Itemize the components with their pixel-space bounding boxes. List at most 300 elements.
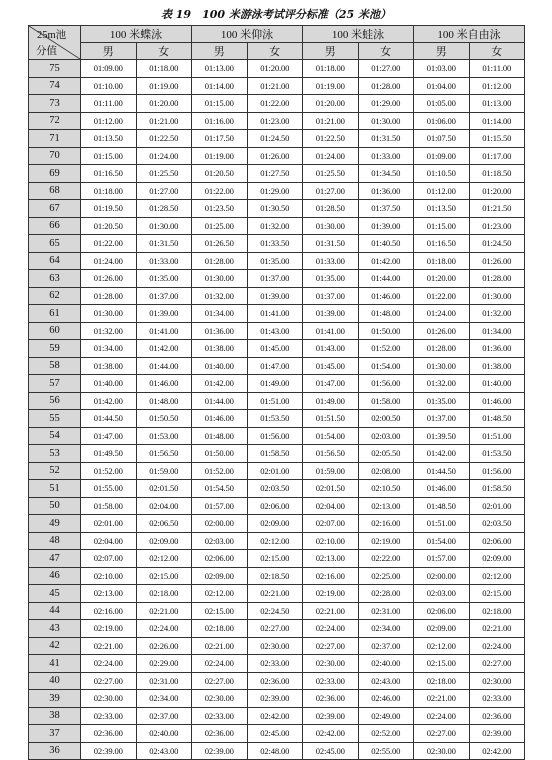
table-row xyxy=(29,287,525,305)
time-cell: 01:48.00 xyxy=(358,305,414,323)
time-cell: 02:21.00 xyxy=(303,602,359,620)
table-row xyxy=(29,375,525,393)
score-cell: 69 xyxy=(29,165,81,183)
time-cell: 01:24.00 xyxy=(81,252,137,270)
time-cell: 02:01.00 xyxy=(81,515,137,533)
score-cell: 72 xyxy=(29,112,81,130)
time-cell: 02:12.00 xyxy=(247,532,303,550)
gender-header-male: 男 xyxy=(192,43,248,60)
time-cell: 01:32.00 xyxy=(81,322,137,340)
score-cell: 40 xyxy=(29,672,81,690)
table-row xyxy=(29,200,525,218)
table-row xyxy=(29,270,525,288)
time-cell: 01:46.00 xyxy=(414,480,470,498)
time-cell: 01:58.50 xyxy=(247,445,303,463)
time-cell: 01:36.00 xyxy=(469,340,525,358)
time-cell: 01:43.00 xyxy=(303,340,359,358)
time-cell: 01:30.00 xyxy=(414,357,470,375)
time-cell: 02:21.00 xyxy=(247,585,303,603)
table-row xyxy=(29,480,525,498)
time-cell: 02:09.00 xyxy=(247,515,303,533)
score-cell: 54 xyxy=(29,427,81,445)
time-cell: 02:27.00 xyxy=(81,672,137,690)
time-cell: 02:03.50 xyxy=(469,515,525,533)
score-cell: 61 xyxy=(29,305,81,323)
time-cell: 01:29.00 xyxy=(247,182,303,200)
score-cell: 57 xyxy=(29,375,81,393)
table-row xyxy=(29,77,525,95)
time-cell: 02:00.50 xyxy=(358,410,414,428)
score-cell: 39 xyxy=(29,690,81,708)
time-cell: 01:51.50 xyxy=(303,410,359,428)
time-cell: 02:36.00 xyxy=(192,725,248,743)
time-cell: 02:43.00 xyxy=(136,742,192,760)
time-cell: 01:53.50 xyxy=(469,445,525,463)
time-cell: 02:33.00 xyxy=(469,690,525,708)
time-cell: 01:30.00 xyxy=(303,217,359,235)
score-cell: 50 xyxy=(29,497,81,515)
time-cell: 02:28.00 xyxy=(358,585,414,603)
time-cell: 02:27.00 xyxy=(469,655,525,673)
time-cell: 02:01.50 xyxy=(136,480,192,498)
table-row xyxy=(29,690,525,708)
time-cell: 01:41.00 xyxy=(303,322,359,340)
time-cell: 01:57.00 xyxy=(192,497,248,515)
time-cell: 01:25.50 xyxy=(136,165,192,183)
time-cell: 02:15.00 xyxy=(192,602,248,620)
time-cell: 02:30.00 xyxy=(247,637,303,655)
time-cell: 01:51.00 xyxy=(247,392,303,410)
corner-header-cell xyxy=(29,26,81,60)
time-cell: 01:46.00 xyxy=(358,287,414,305)
time-cell: 02:22.00 xyxy=(358,550,414,568)
time-cell: 01:33.00 xyxy=(358,147,414,165)
time-cell: 01:56.00 xyxy=(469,462,525,480)
time-cell: 02:05.50 xyxy=(358,445,414,463)
time-cell: 01:47.00 xyxy=(81,427,137,445)
pool-length-label: 25m池 xyxy=(37,30,67,41)
time-cell: 01:28.00 xyxy=(81,287,137,305)
score-cell: 71 xyxy=(29,130,81,148)
time-cell: 01:33.50 xyxy=(247,235,303,253)
time-cell: 02:18.50 xyxy=(247,567,303,585)
score-cell: 74 xyxy=(29,77,81,95)
time-cell: 02:36.00 xyxy=(81,725,137,743)
time-cell: 02:24.00 xyxy=(192,655,248,673)
time-cell: 01:52.00 xyxy=(192,462,248,480)
time-cell: 01:19.00 xyxy=(303,77,359,95)
time-cell: 02:37.00 xyxy=(358,637,414,655)
time-cell: 02:04.00 xyxy=(81,532,137,550)
time-cell: 02:30.00 xyxy=(81,690,137,708)
time-cell: 02:03.00 xyxy=(358,427,414,445)
time-cell: 02:27.00 xyxy=(192,672,248,690)
time-cell: 02:39.00 xyxy=(469,725,525,743)
time-cell: 01:35.00 xyxy=(136,270,192,288)
time-cell: 01:35.00 xyxy=(414,392,470,410)
time-cell: 01:04.00 xyxy=(414,77,470,95)
time-cell: 02:18.00 xyxy=(414,672,470,690)
time-cell: 02:06.00 xyxy=(414,602,470,620)
time-cell: 01:44.00 xyxy=(192,392,248,410)
time-cell: 02:13.00 xyxy=(358,497,414,515)
time-cell: 02:24.00 xyxy=(136,620,192,638)
time-cell: 01:47.00 xyxy=(303,375,359,393)
gender-header-female: 女 xyxy=(469,43,525,60)
score-cell: 44 xyxy=(29,602,81,620)
time-cell: 02:34.00 xyxy=(136,690,192,708)
time-cell: 01:30.50 xyxy=(247,200,303,218)
time-cell: 02:10.00 xyxy=(303,532,359,550)
score-cell: 38 xyxy=(29,707,81,725)
time-cell: 01:59.00 xyxy=(136,462,192,480)
time-cell: 01:10.50 xyxy=(414,165,470,183)
time-cell: 01:05.00 xyxy=(414,95,470,113)
time-cell: 01:50.50 xyxy=(136,410,192,428)
time-cell: 01:39.00 xyxy=(358,217,414,235)
time-cell: 01:44.50 xyxy=(414,462,470,480)
time-cell: 01:11.00 xyxy=(81,95,137,113)
time-cell: 01:53.00 xyxy=(136,427,192,445)
score-cell: 48 xyxy=(29,532,81,550)
time-cell: 01:46.00 xyxy=(136,375,192,393)
time-cell: 02:31.00 xyxy=(358,602,414,620)
time-cell: 01:32.00 xyxy=(192,287,248,305)
time-cell: 01:21.50 xyxy=(469,200,525,218)
time-cell: 02:40.00 xyxy=(358,655,414,673)
time-cell: 01:38.00 xyxy=(192,340,248,358)
time-cell: 01:28.00 xyxy=(414,340,470,358)
time-cell: 02:18.00 xyxy=(192,620,248,638)
time-cell: 01:37.00 xyxy=(136,287,192,305)
time-cell: 02:03.00 xyxy=(192,532,248,550)
time-cell: 02:16.00 xyxy=(81,602,137,620)
time-cell: 01:34.50 xyxy=(358,165,414,183)
time-cell: 01:28.00 xyxy=(469,270,525,288)
score-cell: 55 xyxy=(29,410,81,428)
time-cell: 02:04.00 xyxy=(303,497,359,515)
time-cell: 01:29.00 xyxy=(358,95,414,113)
time-cell: 01:59.00 xyxy=(303,462,359,480)
time-cell: 01:37.00 xyxy=(247,270,303,288)
time-cell: 02:30.00 xyxy=(192,690,248,708)
time-cell: 02:19.00 xyxy=(358,532,414,550)
time-cell: 01:31.50 xyxy=(303,235,359,253)
time-cell: 02:09.00 xyxy=(414,620,470,638)
score-cell: 41 xyxy=(29,655,81,673)
table-row xyxy=(29,725,525,743)
time-cell: 01:40.00 xyxy=(81,375,137,393)
score-cell: 47 xyxy=(29,550,81,568)
time-cell: 02:13.00 xyxy=(303,550,359,568)
time-cell: 01:42.00 xyxy=(358,252,414,270)
time-cell: 01:26.00 xyxy=(469,252,525,270)
time-cell: 01:17.00 xyxy=(469,147,525,165)
time-cell: 02:33.00 xyxy=(303,672,359,690)
time-cell: 02:25.00 xyxy=(358,567,414,585)
time-cell: 02:13.00 xyxy=(81,585,137,603)
score-cell: 51 xyxy=(29,480,81,498)
time-cell: 01:13.00 xyxy=(192,60,248,78)
time-cell: 02:00.00 xyxy=(414,567,470,585)
time-cell: 01:24.00 xyxy=(136,147,192,165)
time-cell: 01:39.00 xyxy=(247,287,303,305)
time-cell: 02:36.00 xyxy=(469,707,525,725)
time-cell: 02:18.00 xyxy=(469,602,525,620)
time-cell: 01:44.50 xyxy=(81,410,137,428)
table-title: 表 19 100 米游泳考试评分标准（25 米池） xyxy=(160,8,392,21)
table-row xyxy=(29,340,525,358)
time-cell: 01:24.00 xyxy=(414,305,470,323)
time-cell: 01:53.50 xyxy=(247,410,303,428)
time-cell: 02:15.00 xyxy=(414,655,470,673)
time-cell: 01:24.50 xyxy=(247,130,303,148)
time-cell: 01:36.00 xyxy=(358,182,414,200)
time-cell: 02:34.00 xyxy=(358,620,414,638)
time-cell: 02:03.00 xyxy=(414,585,470,603)
time-cell: 01:03.00 xyxy=(414,60,470,78)
time-cell: 01:47.00 xyxy=(247,357,303,375)
time-cell: 02:21.00 xyxy=(192,637,248,655)
time-cell: 01:35.00 xyxy=(303,270,359,288)
time-cell: 01:16.00 xyxy=(192,112,248,130)
time-cell: 01:48.50 xyxy=(414,497,470,515)
score-cell: 59 xyxy=(29,340,81,358)
time-cell: 01:13.50 xyxy=(81,130,137,148)
time-cell: 02:12.00 xyxy=(414,637,470,655)
time-cell: 02:21.00 xyxy=(414,690,470,708)
event-header-breaststroke: 100 米蛙泳 xyxy=(303,26,414,43)
time-cell: 02:42.00 xyxy=(469,742,525,760)
time-cell: 02:27.00 xyxy=(247,620,303,638)
event-header-butterfly: 100 米蝶泳 xyxy=(81,26,192,43)
time-cell: 02:12.00 xyxy=(192,585,248,603)
time-cell: 01:22.00 xyxy=(81,235,137,253)
time-cell: 02:45.00 xyxy=(247,725,303,743)
time-cell: 02:15.00 xyxy=(136,567,192,585)
time-cell: 01:32.00 xyxy=(469,305,525,323)
time-cell: 02:27.00 xyxy=(303,637,359,655)
time-cell: 01:56.00 xyxy=(358,375,414,393)
time-cell: 02:07.00 xyxy=(303,515,359,533)
score-cell: 56 xyxy=(29,392,81,410)
time-cell: 02:42.00 xyxy=(303,725,359,743)
time-cell: 02:26.00 xyxy=(136,637,192,655)
time-cell: 01:24.50 xyxy=(469,235,525,253)
gender-header-male: 男 xyxy=(414,43,470,60)
table-row xyxy=(29,532,525,550)
time-cell: 01:37.50 xyxy=(358,200,414,218)
gender-header-female: 女 xyxy=(136,43,192,60)
time-cell: 02:27.00 xyxy=(414,725,470,743)
time-cell: 02:30.00 xyxy=(414,742,470,760)
table-row xyxy=(29,182,525,200)
gender-header-male: 男 xyxy=(303,43,359,60)
time-cell: 02:09.00 xyxy=(136,532,192,550)
time-cell: 01:06.00 xyxy=(414,112,470,130)
time-cell: 01:25.50 xyxy=(303,165,359,183)
table-row xyxy=(29,620,525,638)
time-cell: 01:39.00 xyxy=(303,305,359,323)
table-row xyxy=(29,165,525,183)
score-cell: 60 xyxy=(29,322,81,340)
time-cell: 02:01.00 xyxy=(469,497,525,515)
score-cell: 62 xyxy=(29,287,81,305)
time-cell: 01:41.00 xyxy=(136,322,192,340)
time-cell: 01:28.50 xyxy=(136,200,192,218)
time-cell: 02:01.00 xyxy=(247,462,303,480)
table-row xyxy=(29,305,525,323)
score-cell: 42 xyxy=(29,637,81,655)
score-cell: 45 xyxy=(29,585,81,603)
time-cell: 01:45.00 xyxy=(247,340,303,358)
score-cell: 66 xyxy=(29,217,81,235)
time-cell: 02:30.00 xyxy=(303,655,359,673)
table-row xyxy=(29,707,525,725)
time-cell: 01:20.50 xyxy=(192,165,248,183)
table-row xyxy=(29,217,525,235)
time-cell: 02:21.00 xyxy=(81,637,137,655)
time-cell: 02:06.00 xyxy=(247,497,303,515)
time-cell: 02:43.00 xyxy=(358,672,414,690)
time-cell: 02:24.00 xyxy=(303,620,359,638)
time-cell: 01:22.00 xyxy=(414,287,470,305)
time-cell: 01:23.00 xyxy=(469,217,525,235)
time-cell: 01:23.00 xyxy=(247,112,303,130)
time-cell: 01:41.00 xyxy=(247,305,303,323)
time-cell: 02:21.00 xyxy=(469,620,525,638)
time-cell: 01:56.50 xyxy=(303,445,359,463)
table-row xyxy=(29,445,525,463)
time-cell: 01:26.00 xyxy=(247,147,303,165)
time-cell: 02:33.00 xyxy=(192,707,248,725)
score-cell: 52 xyxy=(29,462,81,480)
time-cell: 01:10.00 xyxy=(81,77,137,95)
time-cell: 02:45.00 xyxy=(303,742,359,760)
time-cell: 01:35.00 xyxy=(247,252,303,270)
time-cell: 02:06.00 xyxy=(469,532,525,550)
time-cell: 01:39.50 xyxy=(414,427,470,445)
time-cell: 01:51.00 xyxy=(414,515,470,533)
time-cell: 01:18.00 xyxy=(81,182,137,200)
table-row xyxy=(29,357,525,375)
time-cell: 01:15.50 xyxy=(469,130,525,148)
time-cell: 01:07.50 xyxy=(414,130,470,148)
time-cell: 02:09.00 xyxy=(469,550,525,568)
time-cell: 01:17.50 xyxy=(192,130,248,148)
time-cell: 01:39.00 xyxy=(136,305,192,323)
time-cell: 02:52.00 xyxy=(358,725,414,743)
time-cell: 01:32.00 xyxy=(247,217,303,235)
time-cell: 01:44.00 xyxy=(136,357,192,375)
time-cell: 01:44.00 xyxy=(358,270,414,288)
time-cell: 02:16.00 xyxy=(303,567,359,585)
time-cell: 02:19.00 xyxy=(303,585,359,603)
time-cell: 01:50.00 xyxy=(192,445,248,463)
table-row xyxy=(29,235,525,253)
time-cell: 02:24.00 xyxy=(469,637,525,655)
table-row xyxy=(29,585,525,603)
time-cell: 01:34.00 xyxy=(469,322,525,340)
time-cell: 01:50.00 xyxy=(358,322,414,340)
table-row xyxy=(29,462,525,480)
table-row xyxy=(29,515,525,533)
time-cell: 01:58.00 xyxy=(81,497,137,515)
gender-header-male: 男 xyxy=(81,43,137,60)
time-cell: 01:34.00 xyxy=(192,305,248,323)
gender-header-female: 女 xyxy=(247,43,303,60)
time-cell: 01:09.00 xyxy=(414,147,470,165)
time-cell: 01:31.50 xyxy=(136,235,192,253)
score-cell: 68 xyxy=(29,182,81,200)
time-cell: 01:56.00 xyxy=(247,427,303,445)
score-cell: 53 xyxy=(29,445,81,463)
table-row xyxy=(29,392,525,410)
swimming-score-table xyxy=(28,25,525,760)
time-cell: 02:18.00 xyxy=(136,585,192,603)
time-cell: 01:15.00 xyxy=(414,217,470,235)
time-cell: 01:45.00 xyxy=(303,357,359,375)
time-cell: 01:27.50 xyxy=(247,165,303,183)
time-cell: 01:14.00 xyxy=(469,112,525,130)
time-cell: 02:36.00 xyxy=(247,672,303,690)
time-cell: 01:54.50 xyxy=(192,480,248,498)
time-cell: 01:26.00 xyxy=(414,322,470,340)
time-cell: 01:28.50 xyxy=(303,200,359,218)
time-cell: 01:43.00 xyxy=(247,322,303,340)
table-row xyxy=(29,410,525,428)
time-cell: 02:07.00 xyxy=(81,550,137,568)
table-row xyxy=(29,602,525,620)
time-cell: 02:15.00 xyxy=(469,585,525,603)
time-cell: 02:42.00 xyxy=(247,707,303,725)
time-cell: 01:40.00 xyxy=(469,375,525,393)
time-cell: 01:37.00 xyxy=(414,410,470,428)
time-cell: 01:21.00 xyxy=(136,112,192,130)
score-cell: 64 xyxy=(29,252,81,270)
table-row xyxy=(29,112,525,130)
table-row xyxy=(29,427,525,445)
time-cell: 01:18.00 xyxy=(414,252,470,270)
table-row xyxy=(29,742,525,760)
time-cell: 01:58.00 xyxy=(358,392,414,410)
time-cell: 01:25.00 xyxy=(192,217,248,235)
time-cell: 02:24.00 xyxy=(414,707,470,725)
time-cell: 01:42.00 xyxy=(81,392,137,410)
time-cell: 02:00.00 xyxy=(192,515,248,533)
time-cell: 02:30.00 xyxy=(469,672,525,690)
time-cell: 02:46.00 xyxy=(358,690,414,708)
time-cell: 02:08.00 xyxy=(358,462,414,480)
time-cell: 01:20.00 xyxy=(303,95,359,113)
time-cell: 01:48.50 xyxy=(469,410,525,428)
time-cell: 01:40.00 xyxy=(192,357,248,375)
time-cell: 01:18.50 xyxy=(469,165,525,183)
time-cell: 02:31.00 xyxy=(136,672,192,690)
time-cell: 01:49.00 xyxy=(247,375,303,393)
time-cell: 02:29.00 xyxy=(136,655,192,673)
time-cell: 01:14.00 xyxy=(192,77,248,95)
score-cell: 67 xyxy=(29,200,81,218)
time-cell: 01:33.00 xyxy=(303,252,359,270)
time-cell: 02:03.50 xyxy=(247,480,303,498)
time-cell: 01:55.00 xyxy=(81,480,137,498)
time-cell: 02:55.00 xyxy=(358,742,414,760)
table-row xyxy=(29,252,525,270)
event-header-freestyle: 100 米自由泳 xyxy=(414,26,525,43)
time-cell: 01:24.00 xyxy=(303,147,359,165)
time-cell: 01:26.00 xyxy=(81,270,137,288)
